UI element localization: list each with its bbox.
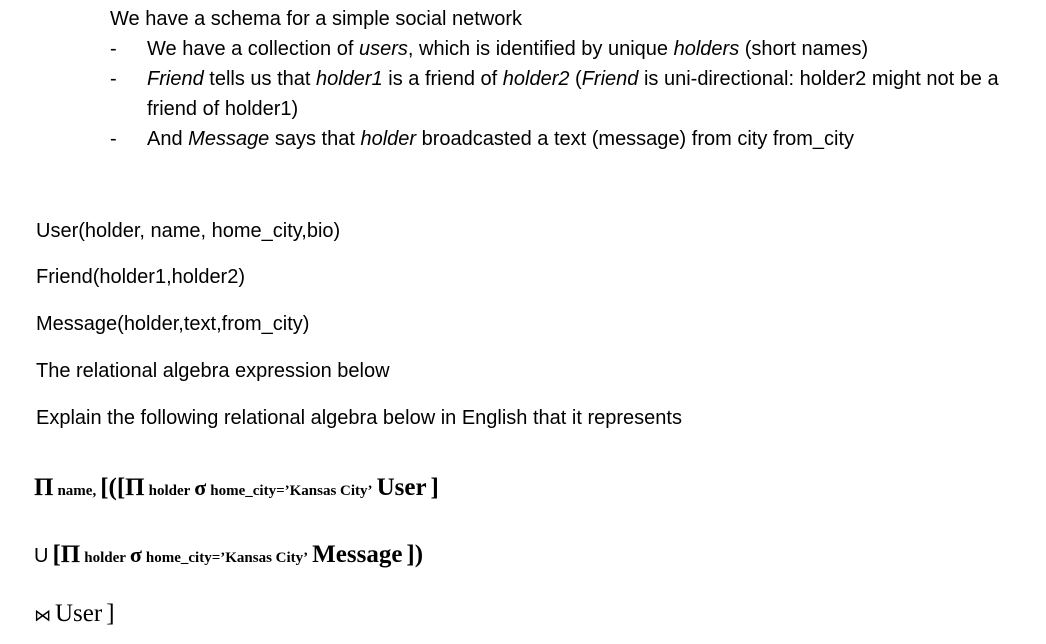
close-bracket: ]) <box>406 541 424 568</box>
intro-text: We have a schema for a simple social network <box>110 8 523 30</box>
selection-condition: home_city=’Kansas City’ <box>210 483 373 499</box>
italic-term: Friend <box>581 68 639 90</box>
open-bracket: [Π <box>52 541 81 568</box>
projection-attribute: name, <box>57 483 97 499</box>
bullet-marker: - <box>110 38 117 60</box>
text-run: And <box>147 128 189 150</box>
text-run: tells us that <box>203 68 316 90</box>
inner-projection-attribute: holder <box>84 550 126 566</box>
schema-user: User(holder, name, home_city,bio) <box>36 220 341 242</box>
bullet-item <box>110 34 1030 64</box>
question-text: Explain the following relational algebra below in English that it represents <box>36 407 682 429</box>
selection-condition: home_city=’Kansas City’ <box>145 550 309 566</box>
relation-name: Message <box>312 541 403 568</box>
bullet-list <box>110 34 1030 154</box>
text-run: (short names) <box>739 38 869 60</box>
statement-text: The relational algebra expression below <box>36 360 390 382</box>
open-bracket: [([Π <box>100 474 145 501</box>
italic-term: holder2 <box>502 68 570 90</box>
expression-line-3 <box>34 600 115 628</box>
italic-term: users <box>358 38 408 60</box>
italic-term: Friend <box>147 68 204 90</box>
bullet-text <box>147 128 854 150</box>
text-run: broadcasted a text (message) from city from_city <box>416 128 855 150</box>
text-run: is a friend of <box>382 68 503 90</box>
close-bracket: ] <box>106 600 115 627</box>
relation-name: User <box>55 600 103 627</box>
bullet-item <box>110 64 1030 124</box>
selection-symbol: σ <box>129 542 142 567</box>
bullet-marker: - <box>110 128 117 150</box>
italic-term: Message <box>188 128 270 150</box>
join-symbol: ⋈ <box>34 606 51 626</box>
schema-friend: Friend(holder1,holder2) <box>36 266 246 288</box>
inner-projection-attribute: holder <box>148 483 191 499</box>
text-run: is uni-directional: holder2 might not be a friend of holder1) <box>147 68 999 120</box>
italic-term: holders <box>673 38 740 60</box>
bullet-marker: - <box>110 68 117 90</box>
projection-symbol: Π <box>34 474 54 501</box>
text-run: We have a collection of <box>147 38 359 60</box>
expression-line-2 <box>34 541 423 569</box>
relation-name: User <box>376 474 427 501</box>
text-run: , which is identified by unique <box>407 38 674 60</box>
close-bracket: ] <box>430 474 439 501</box>
text-run: says that <box>269 128 361 150</box>
bullet-text <box>147 68 999 120</box>
union-symbol: U <box>34 545 49 567</box>
bullet-item <box>110 124 1030 154</box>
selection-symbol: σ <box>194 475 207 500</box>
schema-message: Message(holder,text,from_city) <box>36 313 310 335</box>
expression-line-1 <box>34 474 439 502</box>
italic-term: holder <box>360 128 417 150</box>
text-run: ( <box>569 68 582 90</box>
italic-term: holder1 <box>315 68 383 90</box>
bullet-text <box>147 38 868 60</box>
